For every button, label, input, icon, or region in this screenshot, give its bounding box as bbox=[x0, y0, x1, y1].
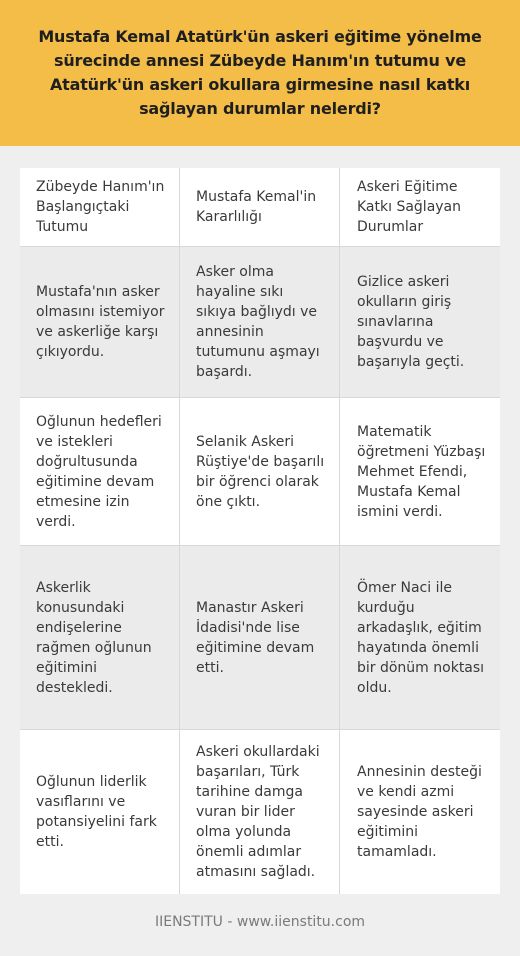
table-cell: Matematik öğretmeni Yüzbaşı Mehmet Efendi, Mustafa Kemal ismini verdi. bbox=[357, 423, 486, 520]
comparison-table bbox=[20, 168, 500, 894]
table-cell: Asker olma hayaline sıkı sıkıya bağlıydı ve annesinin tutumunu aşmayı başardı. bbox=[180, 247, 340, 397]
table-cell: Oğlunun liderlik vasıflarını ve potansiyelini fark etti. bbox=[20, 730, 180, 894]
table-cell: Annesinin desteği ve kendi azmi sayesinde askeri eğitimini tamamladı. bbox=[357, 764, 482, 860]
title-banner bbox=[0, 0, 520, 146]
header-cell-contributing-factors: Askeri Eğitime Katkı Sağlayan Durumlar bbox=[357, 179, 462, 235]
header-cell-determination: Mustafa Kemal'in Kararlılığı bbox=[180, 168, 340, 246]
header-cell-initial-attitude: Zübeyde Hanım'ın Başlangıçtaki Tutumu bbox=[20, 168, 180, 246]
page-title: Mustafa Kemal Atatürk'ün askeri eğitime yönelme sürecinde annesi Zübeyde Hanım'ın tutumu ve Atatürk'ün askeri okullara girmesine nasıl katkı sağlayan durumlar nelerdi? bbox=[38, 27, 482, 118]
table-row bbox=[20, 730, 500, 894]
table-row bbox=[20, 398, 500, 546]
table-cell: Oğlunun hedefleri ve istekleri doğrultusunda eğitimine devam etmesine izin verdi. bbox=[20, 398, 180, 545]
table-cell: Askerlik konusundaki endişelerine rağmen oğlunun eğitimini destekledi. bbox=[20, 546, 180, 729]
footer-credit: IIENSTITU - www.iienstitu.com bbox=[154, 914, 366, 930]
table-cell: Manastır Askeri İdadisi'nde lise eğitimine devam etti. bbox=[180, 546, 340, 729]
table-cell: Selanik Askeri Rüştiye'de başarılı bir öğrenci olarak öne çıktı. bbox=[180, 398, 340, 545]
table-header-row bbox=[20, 168, 500, 247]
table-row bbox=[20, 247, 500, 398]
table-cell: Askeri okullardaki başarıları, Türk tarihine damga vuran bir lider olma yolunda önemli adımlar atmasını sağladı. bbox=[180, 730, 340, 894]
table-row bbox=[20, 546, 500, 730]
table-cell: Gizlice askeri okulların giriş sınavlarına başvurdu ve başarıyla geçti. bbox=[357, 274, 465, 370]
table-cell: Mustafa'nın asker olmasını istemiyor ve askerliğe karşı çıkıyordu. bbox=[20, 247, 180, 397]
table-cell: Ömer Naci ile kurduğu arkadaşlık, eğitim hayatında önemli bir dönüm noktası oldu. bbox=[357, 579, 485, 696]
